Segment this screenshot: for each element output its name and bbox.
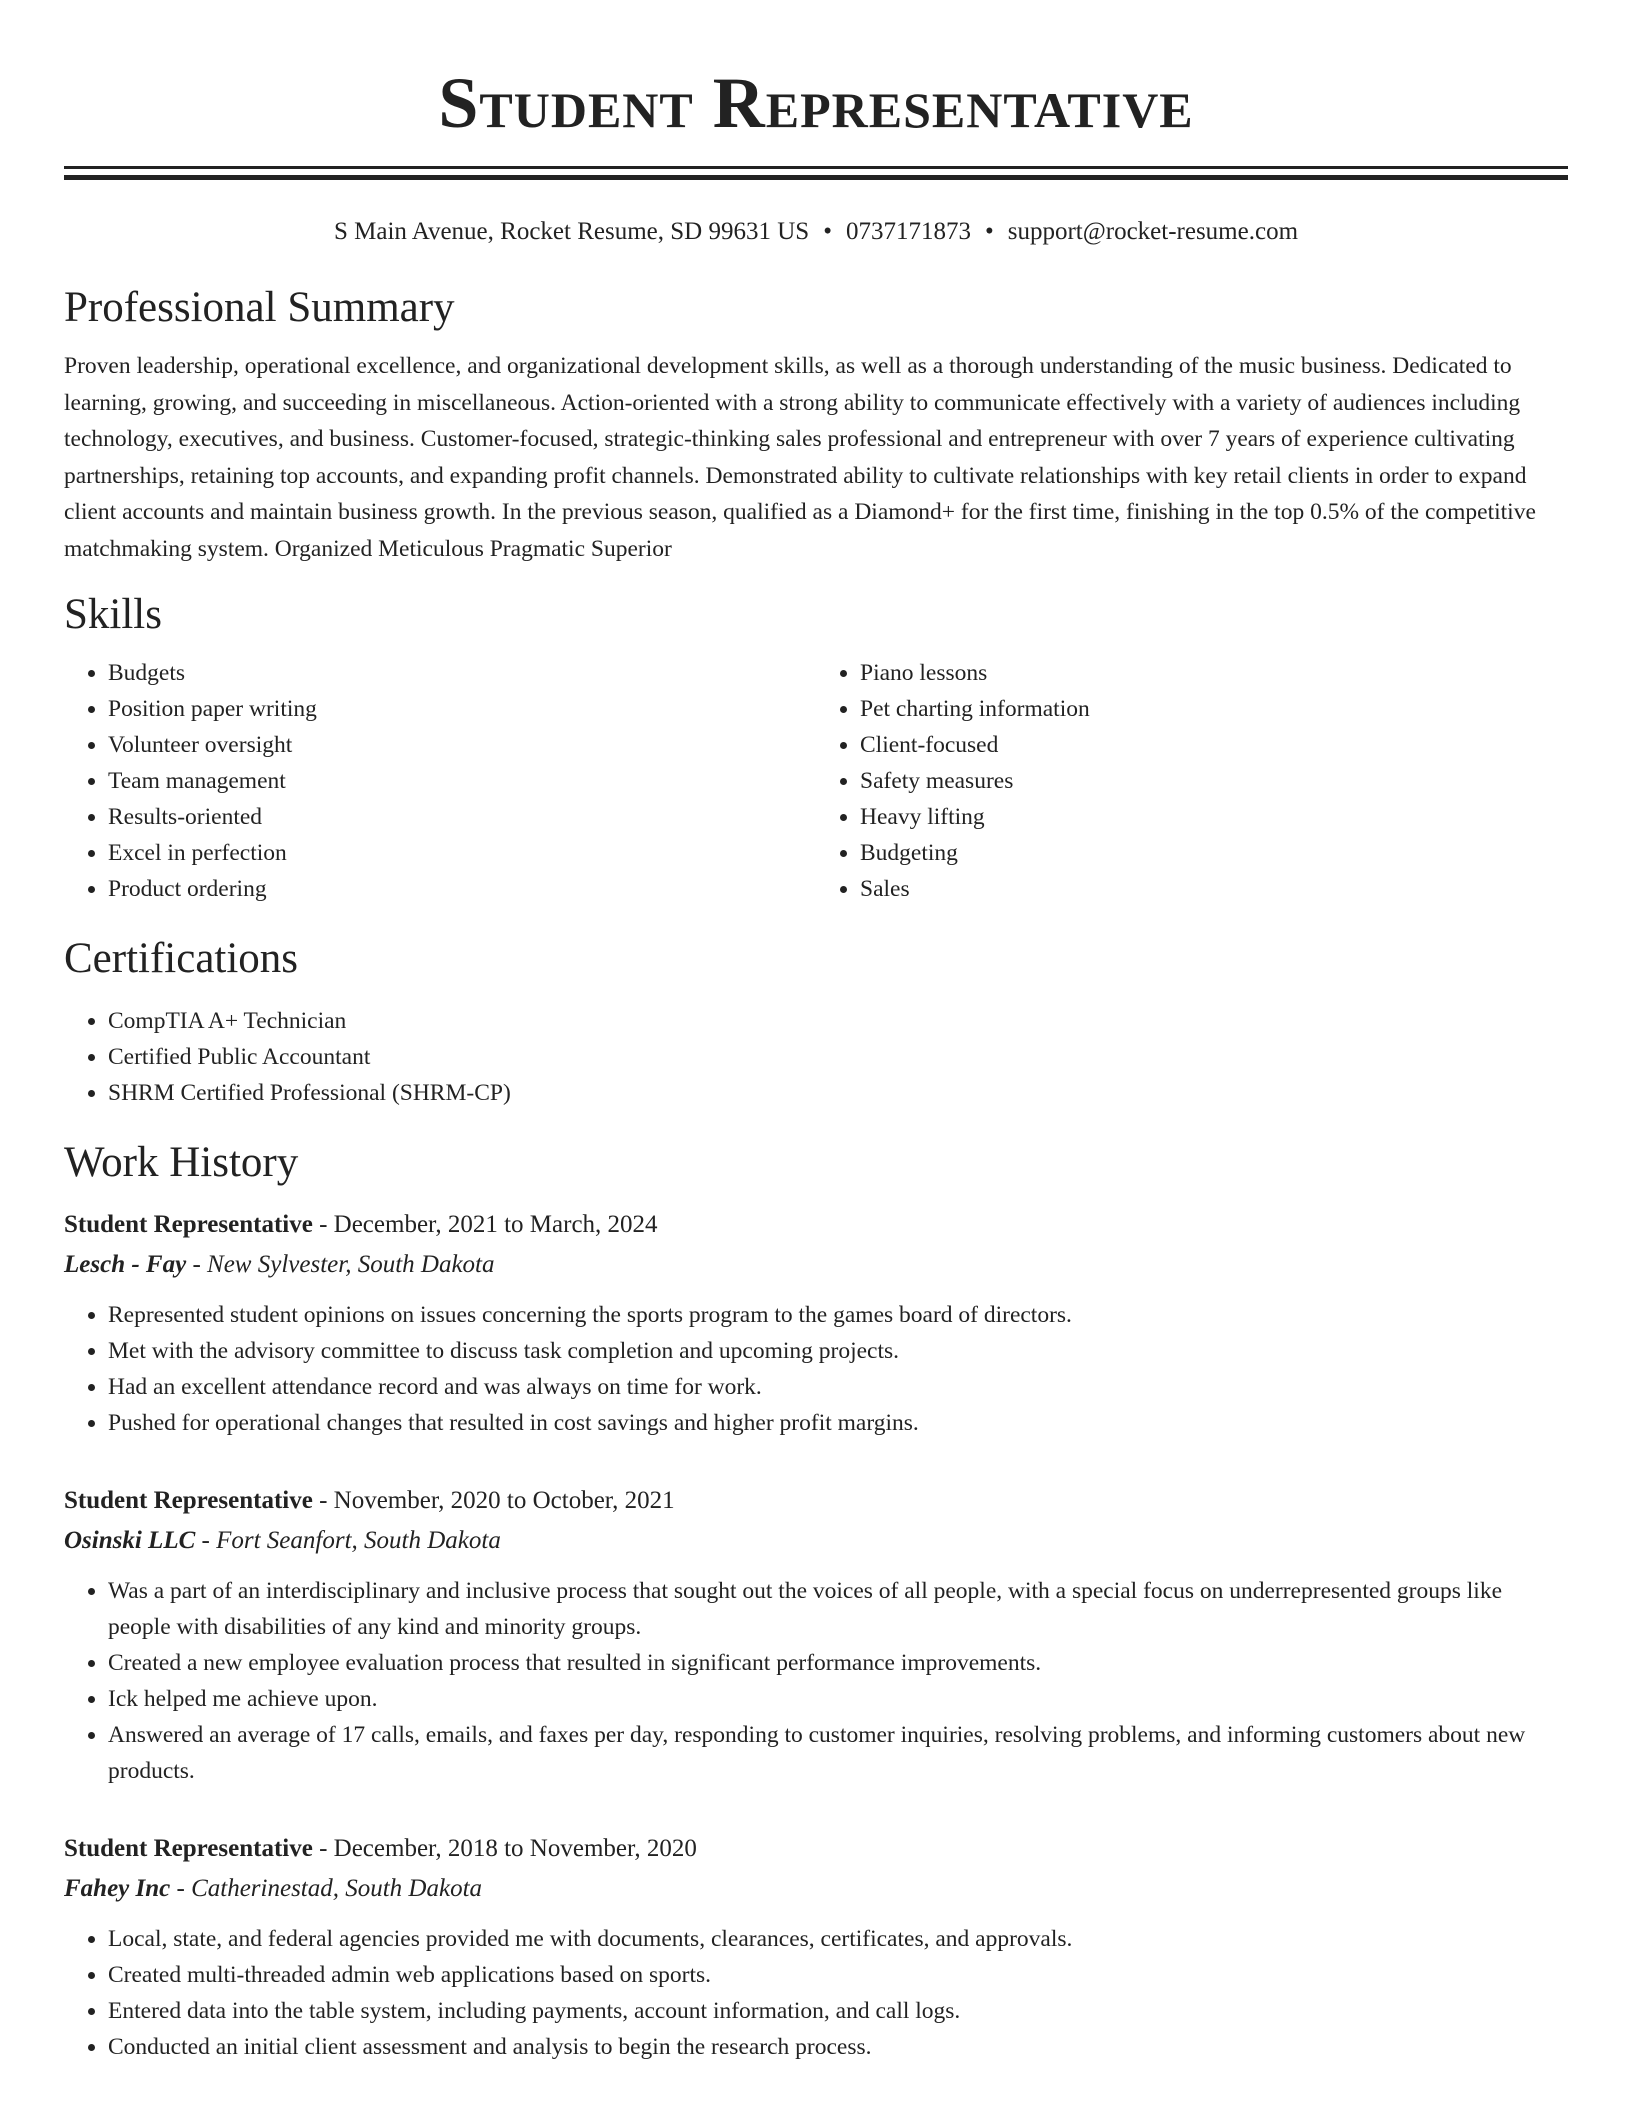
- skill-item: • Safety measures: [860, 763, 1568, 799]
- skill-item: • Excel in perfection: [108, 835, 816, 871]
- job-bullets: [64, 1573, 1568, 1789]
- summary-text: Proven leadership, operational excellence, and organizational development skills, as well as a thorough understanding of the music business. Dedicated to learning, growing, and succeeding in miscellaneous. Action-oriented with a strong ability to communicate effectively with a variety of audiences including technology, executives, and business. Customer-focused, strategic-thinking sales professional and entrepreneur with over 7 years of experience cultivating partnerships, retaining top accounts, and expanding profit channels. Demonstrated ability to cultivate relationships with key retail clients in order to expand client accounts and maintain business growth. In the previous season, qualified as a Diamond+ for the first time, finishing in the top 0.5% of the competitive matchmaking system. Organized Meticulous Pragmatic Superior: [64, 353, 1536, 562]
- resume-title: Student Representative: [438, 63, 1194, 143]
- skill-item: • Sales: [860, 871, 1568, 907]
- certification-item: • SHRM Certified Professional (SHRM-CP): [108, 1075, 1568, 1111]
- job-dash: -: [312, 1835, 334, 1862]
- job-dates: December, 2021 to March, 2024: [333, 1211, 658, 1238]
- job-bullet: • Created multi-threaded admin web applications based on sports.: [108, 1957, 1568, 1993]
- job-title: Student Representative: [64, 1487, 313, 1514]
- job-title-line: [64, 1829, 1568, 1869]
- job-bullet: • Conducted an initial client assessment and analysis to begin the research process.: [108, 2029, 1568, 2065]
- job-title: Student Representative: [64, 1211, 313, 1238]
- skill-item: • Volunteer oversight: [108, 727, 816, 763]
- skill-item: • Product ordering: [108, 871, 816, 907]
- job-bullets: [64, 1921, 1568, 2065]
- skills-list-right: [816, 655, 1568, 907]
- skills-columns: [64, 655, 1568, 907]
- job-dash: -: [170, 1875, 192, 1902]
- job-bullet: • Represented student opinions on issues concerning the sports program to the games board of directors.: [108, 1297, 1568, 1333]
- job-location: Fort Seanfort, South Dakota: [216, 1527, 501, 1554]
- contact-address: S Main Avenue, Rocket Resume, SD 99631 US: [333, 218, 810, 245]
- skill-item: • Budgets: [108, 655, 816, 691]
- job-bullet: • Ick helped me achieve upon.: [108, 1681, 1568, 1717]
- contact-separator: •: [984, 218, 994, 245]
- work-history-heading: Work History: [64, 1139, 299, 1186]
- job-dash: -: [312, 1487, 334, 1514]
- job-company-line: [64, 1521, 1568, 1561]
- job-title: Student Representative: [64, 1835, 313, 1862]
- skill-item: • Client-focused: [860, 727, 1568, 763]
- job-dash: -: [186, 1251, 208, 1278]
- contact-separator: •: [823, 218, 832, 245]
- job-bullet: • Local, state, and federal agencies provided me with documents, clearances, certificates, and approvals.: [108, 1921, 1568, 1957]
- contact-email: support@rocket-resume.com: [1007, 218, 1299, 245]
- skill-item: • Pet charting information: [860, 691, 1568, 727]
- job-title-line: [64, 1481, 1568, 1521]
- certification-item: • Certified Public Accountant: [108, 1039, 1568, 1075]
- job-dates: December, 2018 to November, 2020: [333, 1835, 697, 1862]
- skills-heading: Skills: [64, 591, 162, 638]
- job-title-line: [64, 1205, 1568, 1245]
- skill-item: • Budgeting: [860, 835, 1568, 871]
- job-bullets: [64, 1297, 1568, 1441]
- job-entry: [64, 1481, 1568, 1789]
- title-divider-top: [64, 166, 1568, 169]
- job-company: Osinski LLC: [64, 1527, 196, 1554]
- job-bullet: • Had an excellent attendance record and was always on time for work.: [108, 1369, 1568, 1405]
- skill-item: • Piano lessons: [860, 655, 1568, 691]
- job-bullet: • Pushed for operational changes that resulted in cost savings and higher profit margins.: [108, 1405, 1568, 1441]
- job-bullet: • Met with the advisory committee to discuss task completion and upcoming projects.: [108, 1333, 1568, 1369]
- certifications-list: [64, 1003, 1568, 1111]
- skills-list-left: [64, 655, 816, 907]
- skill-item: • Team management: [108, 763, 816, 799]
- job-company-line: [64, 1869, 1568, 1909]
- contact-line: [64, 216, 1568, 248]
- job-bullet: • Was a part of an interdisciplinary and inclusive process that sought out the voices of all people, with a special focus on underrepresented groups like people with disabilities of any kind and minority groups.: [108, 1573, 1568, 1645]
- job-dash: -: [312, 1211, 334, 1238]
- contact-phone: 0737171873: [845, 218, 971, 245]
- job-location: New Sylvester, South Dakota: [207, 1251, 495, 1278]
- job-location: Catherinestad, South Dakota: [191, 1875, 483, 1902]
- title-divider-bottom: [64, 175, 1568, 180]
- job-dates: November, 2020 to October, 2021: [333, 1487, 675, 1514]
- job-dash: -: [195, 1527, 217, 1554]
- job-entry: [64, 1205, 1568, 1441]
- job-company: Lesch - Fay: [64, 1251, 187, 1278]
- job-company-line: [64, 1245, 1568, 1285]
- job-company: Fahey Inc: [64, 1875, 171, 1902]
- skill-item: • Position paper writing: [108, 691, 816, 727]
- job-entry: [64, 1829, 1568, 2065]
- job-bullet: • Entered data into the table system, including payments, account information, and call logs.: [108, 1993, 1568, 2029]
- summary-heading: Professional Summary: [64, 284, 455, 331]
- job-bullet: • Created a new employee evaluation process that resulted in significant performance improvements.: [108, 1645, 1568, 1681]
- certifications-heading: Certifications: [64, 935, 299, 982]
- job-bullet: • Answered an average of 17 calls, emails, and faxes per day, responding to customer inquiries, resolving problems, and informing customers about new products.: [108, 1717, 1568, 1789]
- certification-item: • CompTIA A+ Technician: [108, 1003, 1568, 1039]
- skill-item: • Results-oriented: [108, 799, 816, 835]
- skill-item: • Heavy lifting: [860, 799, 1568, 835]
